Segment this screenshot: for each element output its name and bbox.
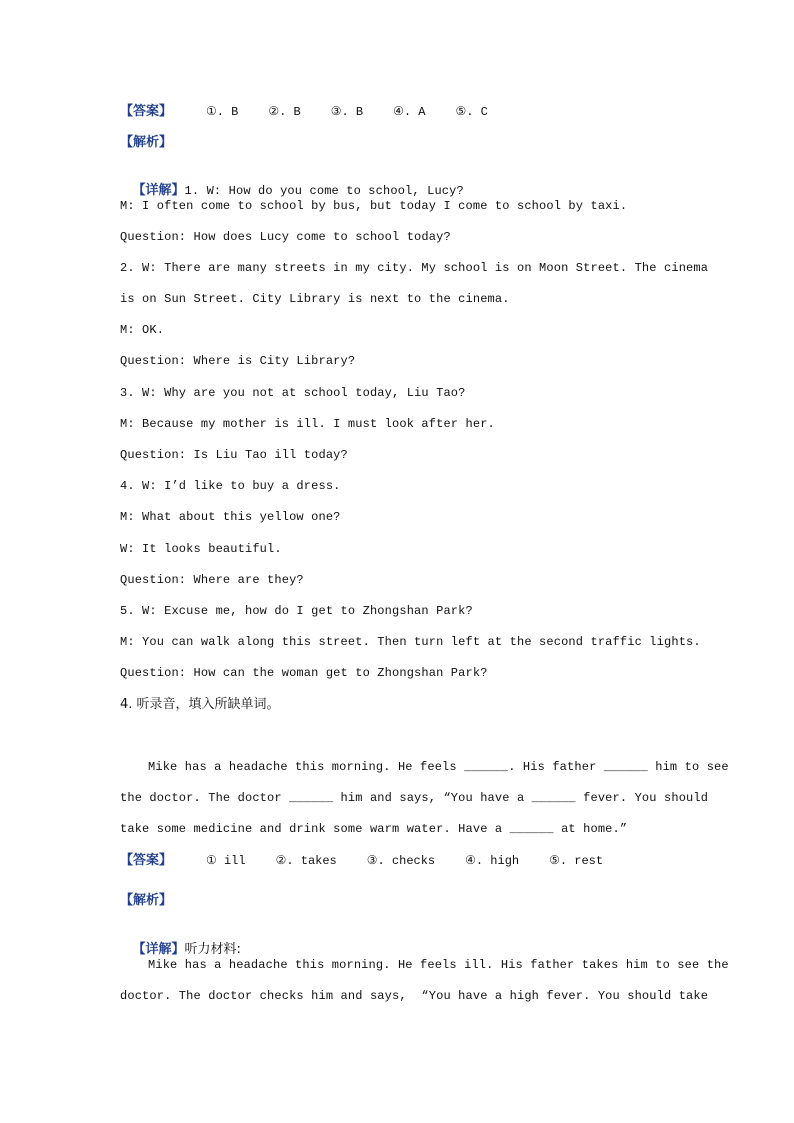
transcript-line: doctor. The doctor checks him and says, “You have a high fever. You should take [120, 989, 709, 1003]
question-heading: 4. 听录音，填入所缺单词。 [120, 697, 280, 712]
answer-item: ① ill [206, 854, 246, 868]
answer-item: ②. B [268, 105, 301, 119]
transcript-line: 5. W: Excuse me, how do I get to Zhongshan Park? [120, 604, 473, 618]
transcript-line: Question: Where is City Library? [120, 354, 356, 368]
answer-item: ⑤. C [455, 105, 488, 119]
transcript-line: 4. W: I’d like to buy a dress. [120, 479, 341, 493]
answer-item: ③. B [330, 105, 364, 119]
transcript-line: 2. W: There are many streets in my city. My school is on Moon Street. The cinema [120, 261, 709, 275]
transcript-line: 3. W: Why are you not at school today, Liu Tao? [120, 386, 466, 400]
transcript-line: M: What about this yellow one? [120, 510, 341, 524]
analysis-tag: 【解析】 [120, 893, 173, 908]
transcript-line: Question: How does Lucy come to school today? [120, 230, 451, 244]
answer-item: ⑤. rest [549, 854, 604, 868]
transcript-line: W: It looks beautiful. [120, 542, 282, 556]
detail-label: 听力材料: [184, 942, 241, 957]
analysis-tag: 【解析】 [120, 135, 173, 150]
answer-item: ④. A [393, 105, 426, 119]
detail-tag: 【详解】 [132, 183, 185, 198]
answer-item: ④. high [465, 854, 520, 868]
transcript-line: M: You can walk along this street. Then turn left at the second traffic lights. [120, 635, 701, 649]
transcript-line: Question: Where are they? [120, 573, 304, 587]
transcript-line: 1. W: How do you come to school, Lucy? [184, 184, 464, 198]
passage-line: the doctor. The doctor ______ him and says, “You have a ______ fever. You should [120, 791, 709, 805]
passage-line: Mike has a headache this morning. He feels ______. His father ______ him to see [148, 760, 729, 774]
transcript-line: Question: Is Liu Tao ill today? [120, 448, 348, 462]
answer-item: ③. checks [366, 854, 436, 868]
transcript-line: M: OK. [120, 323, 165, 337]
transcript-line: Question: How can the woman get to Zhongshan Park? [120, 666, 488, 680]
passage-line: take some medicine and drink some warm water. Have a ______ at home.” [120, 822, 628, 836]
transcript-line: M: Because my mother is ill. I must look after her. [120, 417, 495, 431]
answer-row-1 [120, 104, 518, 120]
detail-tag: 【详解】 [132, 942, 185, 957]
answer-tag: 【答案】 [120, 853, 173, 868]
transcript-line: is on Sun Street. City Library is next to the cinema. [120, 292, 510, 306]
transcript-line: Mike has a headache this morning. He feels ill. His father takes him to see the [148, 958, 729, 972]
answer-item: ①. B [206, 105, 239, 119]
answer-row-2 [120, 853, 633, 869]
transcript-line: M: I often come to school by bus, but today I come to school by taxi. [120, 199, 628, 213]
answer-item: ②. takes [275, 854, 337, 868]
answer-tag: 【答案】 [120, 104, 173, 119]
